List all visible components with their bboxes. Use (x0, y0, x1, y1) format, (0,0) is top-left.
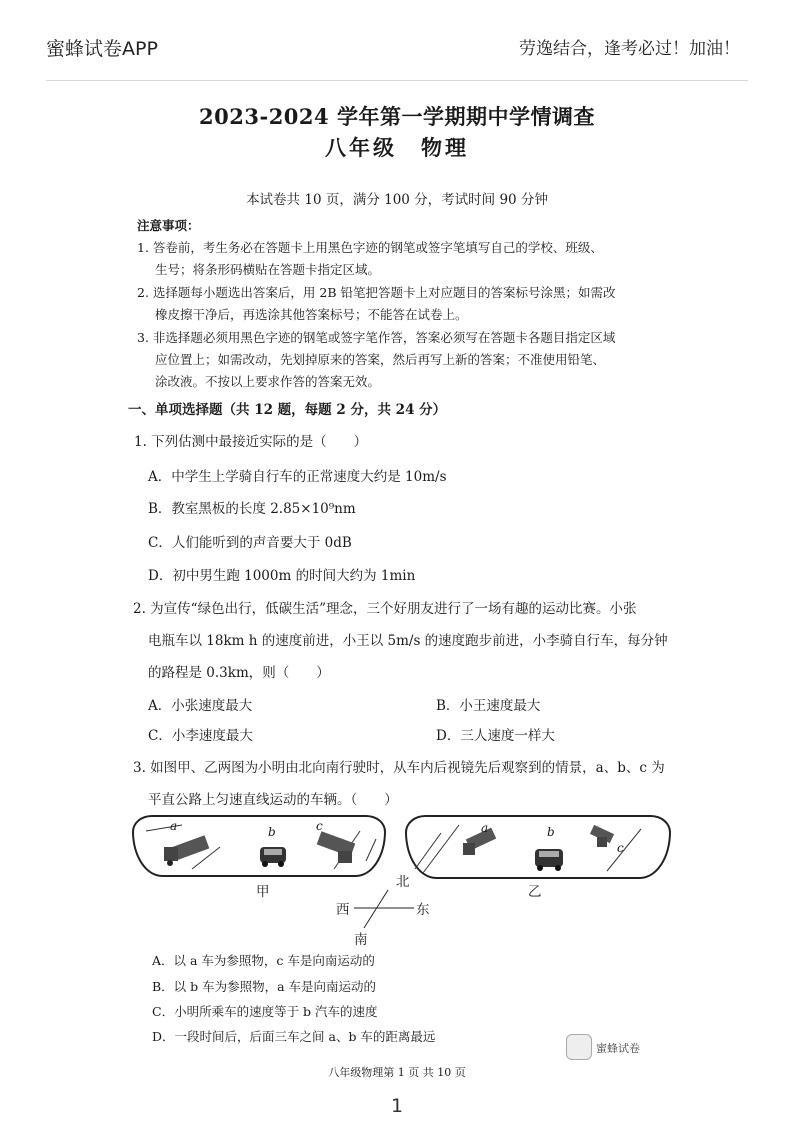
figure-label-left: 甲 (256, 884, 270, 900)
truck-a-icon (164, 835, 209, 866)
question-2-stem: 的路程是 0.3km，则（ ） (148, 665, 330, 681)
truck-a-icon (463, 828, 496, 855)
truck-c-icon (317, 831, 356, 863)
question-2-option-a: A．小张速度最大 (148, 698, 253, 714)
section-heading: 一、单项选择题（共 12 题，每题 2 分，共 24 分） (128, 402, 447, 418)
slogan: 劳逸结合，逢考必过！加油！ (519, 39, 740, 59)
notice-line: 2. 选择题每小题选出答案后，用 2B 铅笔把答题卡上对应题目的答案标号涂黑；如需改 (137, 285, 616, 300)
question-1-stem: 1. 下列估测中最接近实际的是（ ） (134, 434, 368, 450)
rearview-mirror-left (132, 815, 386, 877)
car-b-icon (535, 849, 563, 871)
question-2-stem: 2. 为宣传“绿色出行，低碳生活”理念，三个好朋友进行了一场有趣的运动比赛。小张 (133, 601, 637, 617)
compass-east: 东 (416, 902, 430, 918)
question-2-option-b: B．小王速度最大 (436, 698, 541, 714)
exam-info: 本试卷共 10 页，满分 100 分，考试时间 90 分钟 (246, 192, 548, 208)
topbar-divider (46, 80, 748, 81)
mirror-scene-right (407, 817, 669, 877)
question-3-option-d: D．一段时间后，后面三车之间 a、b 车的距离最远 (152, 1029, 436, 1044)
notice-line: 涂改液。不按以上要求作答的答案无效。 (155, 374, 381, 389)
question-1-option-a: A．中学生上学骑自行车的正常速度大约是 10m/s (148, 469, 447, 485)
exam-subtitle: 八年级 物理 (325, 135, 469, 160)
exam-title: 2023-2024 学年第一学期期中学情调查 (199, 104, 595, 129)
compass-north: 北 (396, 874, 410, 890)
question-3-option-c: C．小明所乘车的速度等于 b 汽车的速度 (152, 1004, 378, 1019)
question-2-stem: 电瓶车以 18km h 的速度前进，小王以 5m/s 的速度跑步前进，小李骑自行车，每分钟 (148, 633, 668, 649)
car-c-label: c (617, 841, 624, 855)
notice-line: 生号；将条形码横贴在答题卡指定区域。 (155, 262, 381, 277)
notice-heading: 注意事项： (137, 218, 200, 233)
question-1-option-d: D．初中男生跑 1000m 的时间大约为 1min (148, 568, 416, 584)
figure-label-right: 乙 (528, 884, 542, 900)
notice-line: 应位置上；如需改动，先划掉原来的答案，然后再写上新的答案；不准使用铅笔、 (155, 352, 606, 367)
watermark: 蜜蜂试卷 (596, 1042, 640, 1055)
notice-line: 1. 答卷前，考生务必在答题卡上用黑色字迹的钢笔或签字笔填写自己的学校、班级、 (137, 240, 603, 255)
question-3-stem: 平直公路上匀速直线运动的车辆。（ ） (148, 792, 398, 808)
truck-c-icon (590, 825, 614, 847)
notice-line: 3. 非选择题必须用黑色字迹的钢笔或签字笔作答，答案必须写在答题卡各题目指定区域 (137, 330, 616, 345)
car-b-label: b (268, 825, 276, 839)
notice-line: 橡皮擦干净后，再选涂其他答案标号；不能答在试卷上。 (155, 307, 468, 322)
app-name: 蜜蜂试卷APP (46, 38, 158, 60)
question-1-option-b: B．教室黑板的长度 2.85×10⁹nm (148, 501, 356, 517)
question-3-stem: 3. 如图甲、乙两图为小明由北向南行驶时，从车内后视镜先后观察到的情景，a、b、c 为 (133, 760, 665, 776)
compass-icon (350, 884, 420, 934)
compass-west: 西 (336, 902, 350, 918)
car-c-label: c (316, 819, 323, 833)
question-2-option-c: C．小李速度最大 (148, 728, 253, 744)
watermark-logo-icon (566, 1034, 592, 1060)
page-number: 1 (390, 1095, 404, 1117)
question-3-option-b: B．以 b 车为参照物，a 车是向南运动的 (152, 979, 377, 994)
car-a-label: a (481, 821, 489, 835)
car-a-label: a (170, 819, 178, 833)
car-b-label: b (547, 825, 555, 839)
compass-south: 南 (354, 932, 368, 948)
page-footer: 八年级物理第 1 页 共 10 页 (328, 1066, 466, 1079)
question-2-option-d: D．三人速度一样大 (436, 728, 555, 744)
question-3-option-a: A．以 a 车为参照物，c 车是向南运动的 (152, 953, 375, 968)
car-b-icon (260, 847, 286, 867)
rearview-mirror-right (405, 815, 671, 879)
question-1-option-c: C．人们能听到的声音要大于 0dB (148, 535, 352, 551)
